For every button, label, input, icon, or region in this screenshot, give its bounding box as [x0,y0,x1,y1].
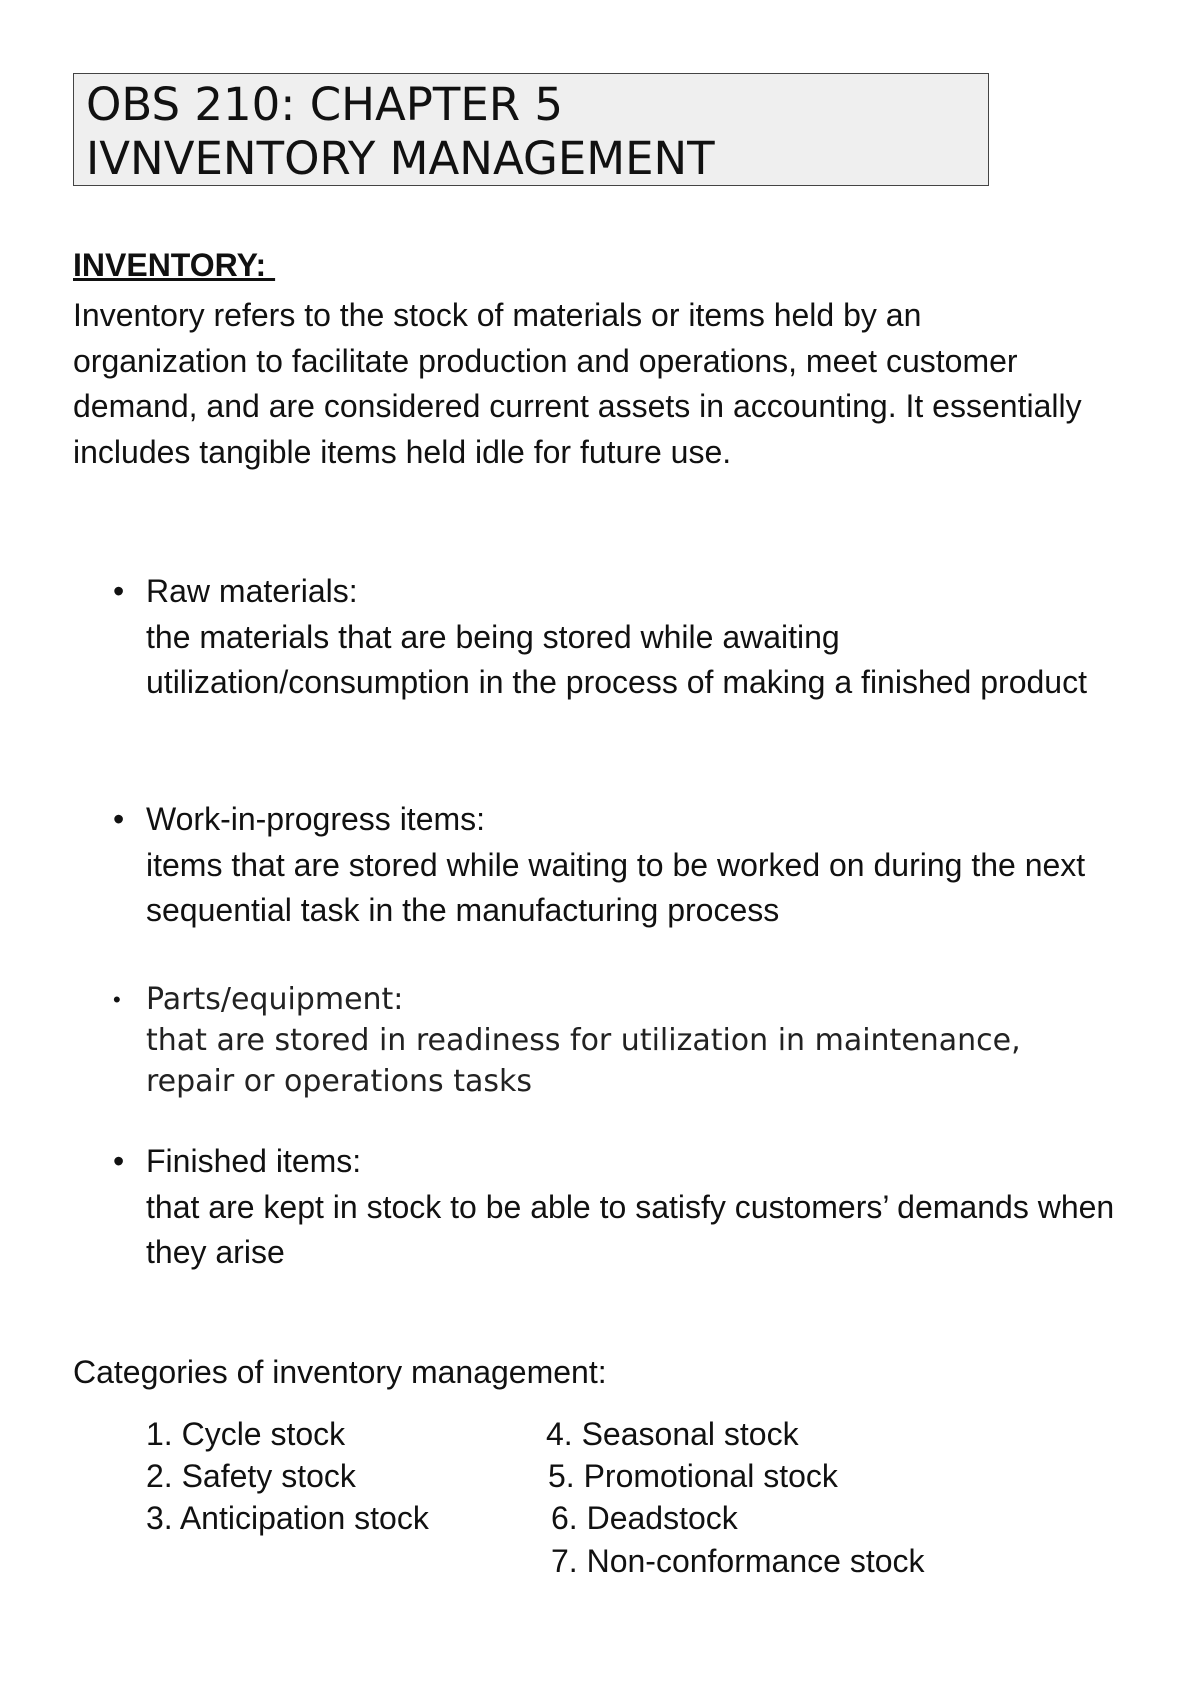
category-item: 3. Anticipation stock [146,1500,429,1536]
intro-paragraph: Inventory refers to the stock of materials or items held by an organization to facilitate production and operations, meet customer demand, and are considered current assets in accounting. It essentially includes tangible items held idle for future use. [73,297,1082,470]
bullet-label: Parts/equipment: [146,982,404,1017]
list-item-finished-items [113,1139,1136,1276]
bullet-label: Finished items: [146,1143,362,1179]
bullet-label: Raw materials: [146,573,358,609]
section-heading: INVENTORY: [73,247,276,283]
categories-heading: Categories of inventory management: [73,1354,607,1390]
bullet-description: items that are stored while waiting to be worked on during the next sequential task in the manufacturing process [146,846,1086,928]
bullet-icon: • [113,1143,125,1179]
bullet-description: that are stored in readiness for utilization in maintenance, repair or operations tasks [146,1023,1021,1099]
list-item-work-in-progress [113,797,1096,934]
category-item: 2. Safety stock [146,1458,356,1494]
category-item: 5. Promotional stock [548,1458,838,1494]
title-box [73,73,989,186]
list-item-raw-materials [113,569,1096,706]
title-line-1: OBS 210: CHAPTER 5 [86,78,564,131]
bullet-description: the materials that are being stored while awaiting utilization/consumption in the process of making a finished product [146,618,1087,700]
category-item: 4. Seasonal stock [546,1416,799,1452]
title-line-2: IVNVENTORY MANAGEMENT [86,132,715,185]
category-item: 7. Non-conformance stock [551,1543,925,1579]
bullet-icon: • [113,573,125,609]
bullet-description: that are kept in stock to be able to satisfy customers’ demands when they arise [146,1188,1115,1270]
bullet-icon: • [113,987,121,1012]
category-item: 6. Deadstock [551,1500,738,1536]
bullet-label: Work-in-progress items: [146,801,486,837]
bullet-icon: • [113,801,125,837]
category-item: 1. Cycle stock [146,1416,346,1452]
list-item-parts-equipment [113,979,1076,1102]
